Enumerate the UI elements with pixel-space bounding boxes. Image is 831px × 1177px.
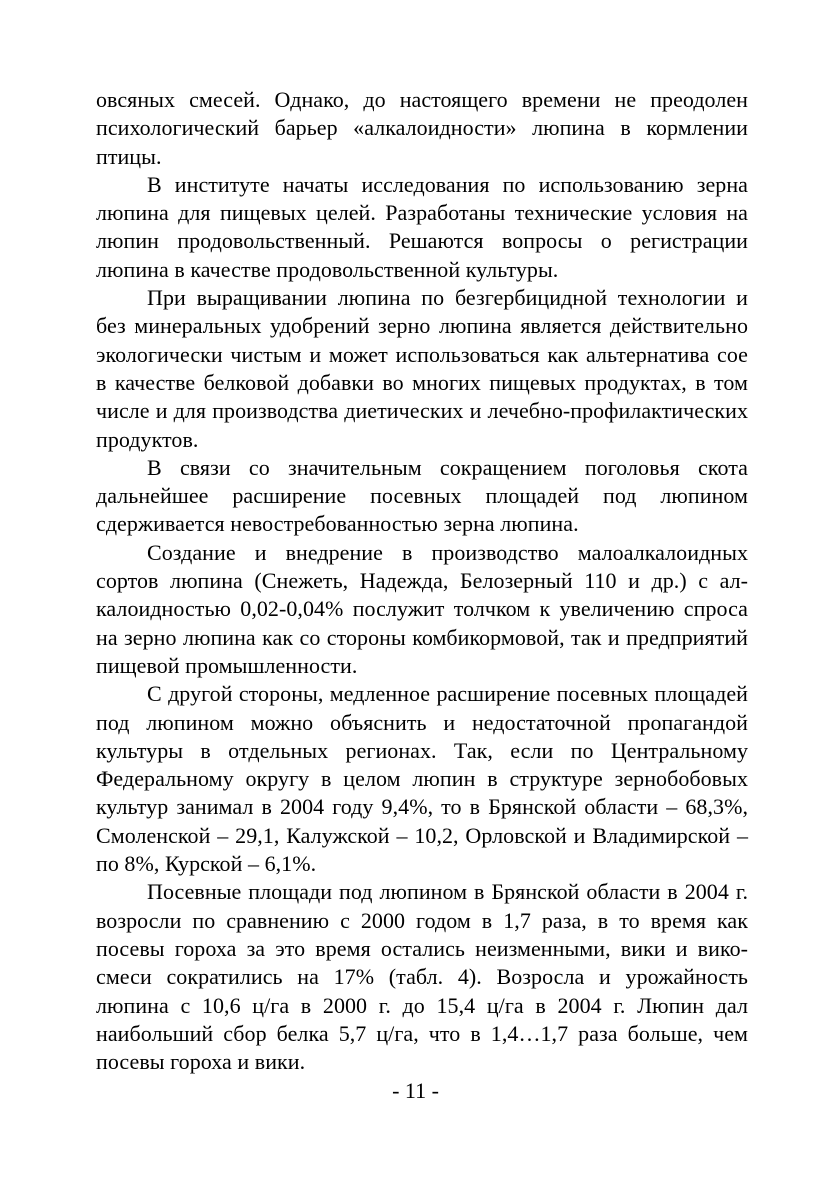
paragraph-1: овсяных смесей. Однако, до настоящего времени не преодолен психологический барьер «алкалоидности» люпина в кормлении птицы.: [96, 87, 748, 169]
paragraph-2: В институте начаты исследования по использованию зерна люпина для пищевых целей. Разработаны технические условия на люпин продовольственный. Решаются вопросы о регистрации люпина в качестве продовольственной культуры.: [96, 171, 748, 282]
paragraph-7: Посевные площади под люпином в Брянской области в 2004 г. возросли по сравнению с 2000 годом в 1,7 раза, в то время как посевы гороха за это время остались неизменными, вики и вико-смеси сократились на 17% (табл. 4). Возросла и урожайность люпина с 10,6 ц/га в 2000 г. до 15,4 ц/га в 2004 г. Люпин дал наибольший сбор белка 5,7 ц/га, что в 1,4…1,7 раза больше, чем посевы гороха и вики.: [96, 879, 748, 1075]
paragraph-4: В связи со значительным сокращением поголовья скота дальнейшее расширение посевных площадей под люпином сдерживается невостребованностью зерна люпина.: [96, 454, 748, 537]
paragraph-6: С другой стороны, медленное расширение посевных площадей под люпином можно объяснить и недостаточной пропагандой культуры в отдельных регионах. Так, если по Центральному Федеральному округу в целом люпин в структуре зернобобовых культур занимал в 2004 году 9,4%, то в Брянской области – 68,3%, Смоленской – 29,1, Калужской – 10,2, Орловской и Владимирской – по 8%, Курской – 6,1%.: [96, 681, 748, 877]
paragraph-3: При выращивании люпина по безгербицидной технологии и без минеральных удобрений зерно люпина является действительно экологически чистым и может использоваться как альтернатива сое в качестве белковой добавки во многих пищевых продуктах, в том числе и для производства диетических и лечебно-профилактических продуктов.: [96, 285, 748, 452]
page-number: - 11 -: [392, 1078, 439, 1103]
paragraph-5: Создание и внедрение в производство малоалкалоидных сортов люпина (Снежеть, Надежда, Белозерный 110 и др.) с алкалоидностью 0,02-0,04% послужит толчком к увеличению спроса на зерно люпина как со стороны комбикормовой, так и предприятий пищевой промышленности.: [96, 539, 748, 678]
page-body: [96, 86, 748, 1076]
